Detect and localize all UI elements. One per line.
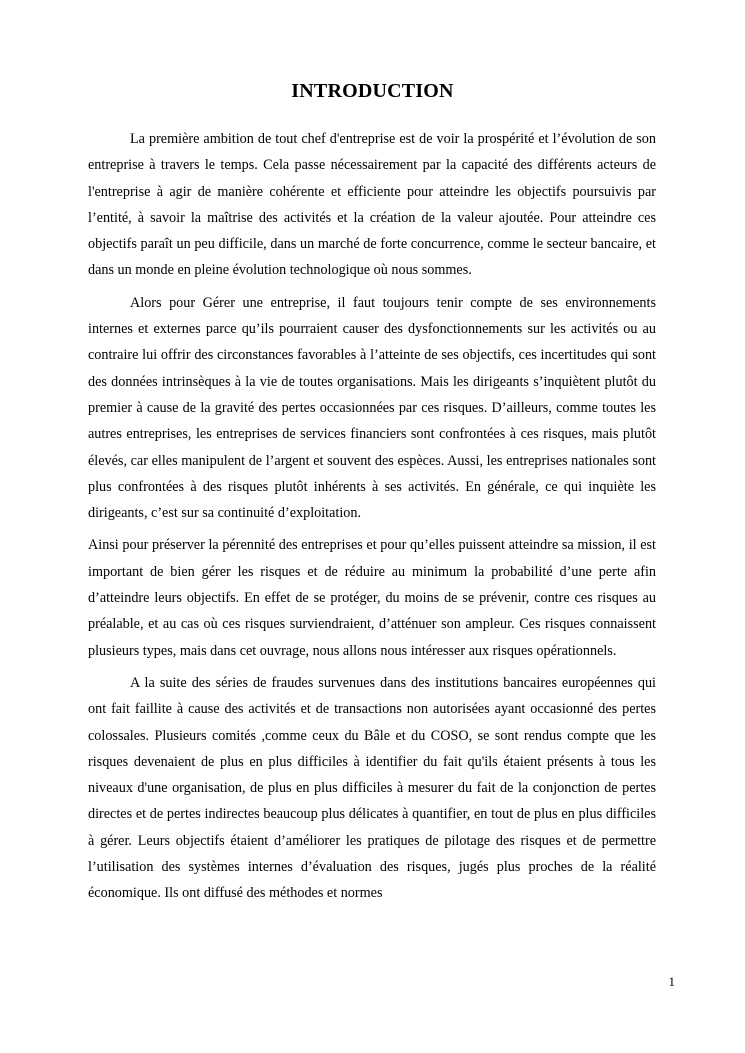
paragraph-1: La première ambition de tout chef d'entreprise est de voir la prospérité et l’évolution de son entreprise à travers le temps. Cela passe nécessairement par la capacité des différents acteurs de l'entreprise à agir de manière cohérente et efficiente pour atteindre les objectifs poursuivis par l’entité, à savoir la maîtrise des activités et la création de la valeur ajoutée. Pour atteindre ces objectifs paraît un peu difficile, dans un marché de forte concurrence, comme le secteur bancaire, et dans un monde en pleine évolution technologique où nous sommes. [88,131,656,279]
paragraph-3: Ainsi pour préserver la pérennité des entreprises et pour qu’elles puissent atteindre sa mission, il est important de bien gérer les risques et de réduire au minimum la probabilité d’une perte afin d’atteindre leurs objectifs. En effet de se protéger, du moins de se prévenir, contre ces risques au préalable, et au cas où ces risques surviendraient, d’atténuer son ampleur. Ces risques connaissent plusieurs types, mais dans cet ouvrage, nous allons nous intéresser aux risques opérationnels. [88,537,656,659]
paragraph-4: A la suite des séries de fraudes survenues dans des institutions bancaires européennes qui ont fait faillite à cause des activités et de transactions non autorisées ayant occasionné des pertes colossales. Plusieurs comités ,comme ceux du Bâle et du COSO, se sont rendus compte que les risques devenaient de plus en plus difficiles à identifier du fait qu'ils étaient présents à tous les niveaux d'une organisation, de plus en plus difficiles à mesurer du fait de la conjonction de pertes directes et de pertes indirectes beaucoup plus délicates à quantifier, en tout de plus en plus difficiles à gérer. Leurs objectifs étaient d’améliorer les pratiques de pilotage des risques et de permettre l’utilisation des systèmes internes d’évaluation des risques, jugés plus proches de la réalité économique. Ils ont diffusé des méthodes et normes [88,674,656,902]
document-body [88,126,656,913]
page-title: INTRODUCTION [291,80,454,102]
paragraph-2: Alors pour Gérer une entreprise, il faut toujours tenir compte de ses environnements internes et externes parce qu’ils pourraient causer des dysfonctionnements sur les activités ou au contraire lui offrir des circonstances favorables à l’atteinte de ses objectifs, ces incertitudes qui sont des données intrinsèques à la vie de toutes organisations. Mais les dirigeants s’inquiètent plutôt du premier à cause de la gravité des pertes occasionnées par ces risques. D’ailleurs, comme toutes les autres entreprises, les entreprises de services financiers sont confrontées à ces risques, mais plutôt élevés, car elles manipulent de l’argent et souvent des espèces. Aussi, les entreprises nationales sont plus confrontées à des risques plutôt inhérents à ses activités. En générale, ce qui inquiète les dirigeants, c’est sur sa continuité d’exploitation. [88,294,656,522]
page-number: 1 [668,974,675,989]
